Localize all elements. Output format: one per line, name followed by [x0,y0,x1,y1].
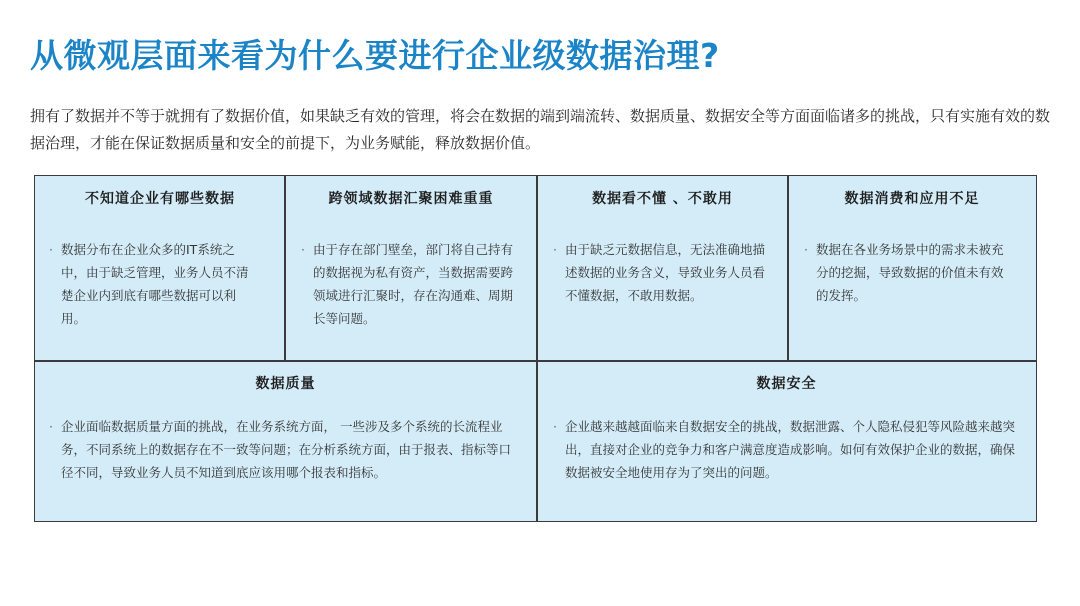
page-title: 从微观层面来看为什么要进行企业级数据治理? [30,36,720,75]
bullet-point: · [49,242,53,257]
card-text: 由于缺乏元数据信息，无法准确地描述数据的业务含义，导致业务人员看不懂数据，不敢用数据。 [565,242,766,303]
bullet-point: · [553,419,557,434]
card-title: 不知道企业有哪些数据 [85,191,235,207]
card-data-security [537,361,1036,521]
card-cross-domain [285,176,537,360]
card-title: 数据看不懂 、不敢用 [592,191,733,207]
card-body [47,415,520,484]
card-text: 数据分布在企业众多的IT系统之中，由于缺乏管理，业务人员不清楚企业内到底有哪些数据可以利用。 [61,242,249,326]
bullet-point: · [804,242,808,257]
card-body [47,238,259,330]
card-title: 跨领域数据汇聚困难重重 [328,191,494,207]
card-text: 数据在各业务场景中的需求未被充分的挖掘，导致数据的价值未有效的发挥。 [816,242,1004,303]
intro-paragraph: 拥有了数据并不等于就拥有了数据价值，如果缺乏有效的管理，将会在数据的端到端流转、数据质量、数据安全等方面面临诸多的挑战，只有实施有效的数据治理，才能在保证数据质量和安全的前提下，为业务赋能，释放数据价值。 [30,107,1051,152]
bullet-point: · [49,419,53,434]
card-not-understood [537,176,788,360]
bullet-point: · [553,242,557,257]
card-body [551,415,1022,484]
bullet-point: · [301,242,305,257]
card-text: 企业面临数据质量方面的挑战，在业务系统方面， 一些涉及多个系统的长流程业务，不同系统上的数据存在不一致等问题；在分析系统方面，由于报表、指标等口径不同，导致业务人员不知道到底应该用哪个报表和指标。 [61,419,512,480]
card-data-quality [35,361,536,521]
card-body [802,238,1014,307]
card-body [551,238,768,307]
card-title: 数据消费和应用不足 [844,191,980,207]
card-text: 由于存在部门壁垒，部门将自己持有的数据视为私有资产，当数据需要跨领域进行汇聚时，存在沟通难、周期长等问题。 [313,242,514,326]
card-title: 数据安全 [756,376,817,392]
card-text: 企业越来越越面临来自数据安全的挑战，数据泄露、个人隐私侵犯等风险越来越突出，直接对企业的竞争力和客户满意度造成影响。如何有效保护企业的数据，确保数据被安全地使用存为了突出的问题。 [565,419,1016,480]
card-insufficient-use [788,176,1036,360]
card-unknown-data [35,176,285,360]
card-title: 数据质量 [255,376,316,392]
challenges-grid [34,175,1037,522]
card-body [299,238,521,330]
